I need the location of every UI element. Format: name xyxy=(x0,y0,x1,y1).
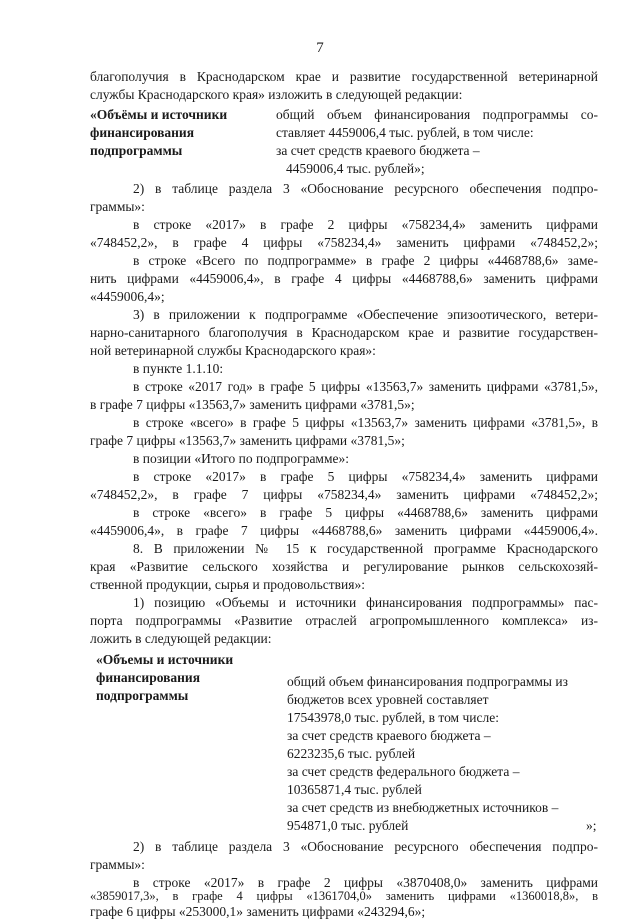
block-text: 954871,0 тыс. рублей xyxy=(287,818,409,833)
block-label: подпрограммы xyxy=(90,143,183,158)
text-line: в строке «всего» в графе 5 цифры «13563,7» заменить цифрами «3781,5», в xyxy=(133,415,598,430)
text-line: в графе 7 цифры «13563,7» заменить цифрами «3781,5»; xyxy=(90,397,415,412)
text-line: в строке «2017» в графе 5 цифры «758234,4» заменить цифрами xyxy=(133,469,598,484)
block-text: за счет средств краевого бюджета – xyxy=(287,728,491,743)
text-line: графе 6 цифры «253000,1» заменить цифрами «243294,6»; xyxy=(90,904,426,919)
block-text: бюджетов всех уровней составляет xyxy=(287,692,489,707)
text-line: службы Краснодарского края» изложить в следующей редакции: xyxy=(90,87,463,102)
text-line: 3) в приложении к подпрограмме «Обеспечение эпизоотического, ветери- xyxy=(133,307,598,322)
block-text: общий объем финансирования подпрограммы из xyxy=(287,674,568,689)
text-line: нить цифрами «4459006,4», в графе 4 цифры «4468788,6» заменить цифрами xyxy=(90,271,598,286)
text-line: «748452,2», в графе 7 цифры «758234,4» заменить цифрами «748452,2»; xyxy=(90,487,598,502)
block-label: «Объёмы и источники xyxy=(90,107,228,122)
block-closing: »; xyxy=(586,818,597,833)
text-line: в пункте 1.1.10: xyxy=(133,361,224,376)
block-text: за счет средств из внебюджетных источников – xyxy=(287,800,559,815)
text-line: граммы»: xyxy=(90,199,145,214)
text-line: в строке «2017 год» в графе 5 цифры «13563,7» заменить цифрами «3781,5», xyxy=(133,379,598,394)
block-text: 10365871,4 тыс. рублей xyxy=(287,782,422,797)
text-line: 1) позицию «Объемы и источники финансирования подпрограммы» пас- xyxy=(133,595,598,610)
text-line: нарно-санитарного благополучия в Краснодарском крае и развитие государствен- xyxy=(90,325,598,340)
text-line: ственной продукции, сырья и продовольствия»: xyxy=(90,577,365,592)
text-line: в строке «всего» в графе 5 цифры «4468788,6» заменить цифрами xyxy=(133,505,598,520)
text-line: края «Развитие сельского хозяйства и регулирование рынков сельскохозяй- xyxy=(90,559,598,574)
text-line: в строке «Всего по подпрограмме» в графе 2 цифры «4468788,6» заме- xyxy=(133,253,598,268)
block-text: 17543978,0 тыс. рублей, в том числе: xyxy=(287,710,499,725)
block-text: за счет средств краевого бюджета – xyxy=(276,143,480,158)
text-line: в позиции «Итого по подпрограмме»: xyxy=(133,451,350,466)
text-line: 8. В приложении № 15 к государственной программе Краснодарского xyxy=(133,541,598,556)
page-number: 7 xyxy=(316,40,324,56)
text-line: «4459006,4», в графе 7 цифры «4468788,6» заменить цифрами «4459006,4». xyxy=(90,523,598,538)
text-line: «3859017,3», в графе 4 цифры «1361704,0» заменить цифрами «1360018,8», в xyxy=(90,889,598,903)
block-label: финансирования xyxy=(90,125,195,140)
text-line: графе 7 цифры «13563,7» заменить цифрами «3781,5»; xyxy=(90,433,405,448)
text-line: «748452,2», в графе 4 цифры «758234,4» заменить цифрами «748452,2»; xyxy=(90,235,598,250)
block-text: ставляет 4459006,4 тыс. рублей, в том числе: xyxy=(276,125,534,140)
text-line: «4459006,4»; xyxy=(90,289,165,304)
block-label: подпрограммы xyxy=(96,688,189,703)
block-label: «Объемы и источники xyxy=(96,652,234,667)
text-line: в строке «2017» в графе 2 цифры «3870408,0» заменить цифрами xyxy=(133,875,598,890)
text-line: ной ветеринарной службы Краснодарского края»: xyxy=(90,343,376,358)
text-line: ложить в следующей редакции: xyxy=(90,631,272,646)
block-text: 6223235,6 тыс. рублей xyxy=(287,746,416,761)
block-text: за счет средств федерального бюджета – xyxy=(287,764,520,779)
block-text: общий объем финансирования подпрограммы со- xyxy=(276,107,598,122)
block-label: финансирования xyxy=(96,670,201,685)
text-line: благополучия в Краснодарском крае и развитие государственной ветеринарной xyxy=(90,69,598,84)
text-line: граммы»: xyxy=(90,857,145,872)
text-line: в строке «2017» в графе 2 цифры «758234,4» заменить цифрами xyxy=(133,217,598,232)
block-text: 4459006,4 тыс. рублей»; xyxy=(286,161,425,176)
text-line: 2) в таблице раздела 3 «Обоснование ресурсного обеспечения подпро- xyxy=(133,181,598,196)
text-line: порта подпрограммы «Развитие отраслей агропромышленного комплекса» из- xyxy=(90,613,598,628)
text-line: 2) в таблице раздела 3 «Обоснование ресурсного обеспечения подпро- xyxy=(133,839,598,854)
